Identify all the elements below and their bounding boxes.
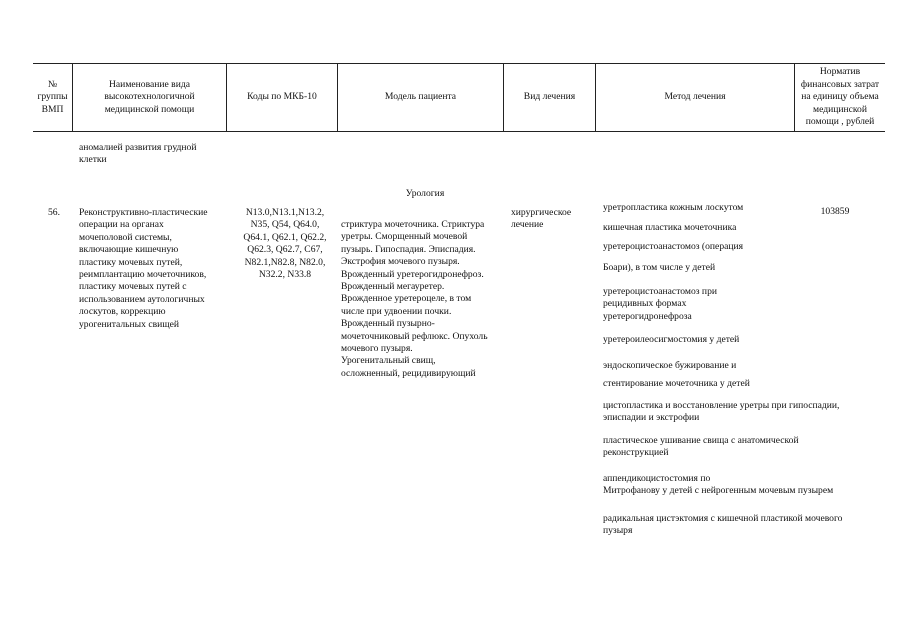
header-icd-codes: Коды по МКБ-10 [227,64,338,131]
row-icd-codes: N13.0,N13.1,N13.2, N35, Q54, Q64.0, Q64.1, Q62.1, Q62.2, Q62.3, Q62.7, C67, N82.1,N82.8, N82.0, N32.2, N33.8 [243,207,327,281]
method-item: кишечная пластика мочеточника [603,222,737,233]
method-item: уретропластика кожным лоскутом [603,202,744,213]
header-care-type-name: Наименование вида высокотехнологичной медицинской помощи [73,64,227,131]
row-cost-norm: 103859 [820,206,850,217]
method-item: уретероилеосигмостомия у детей [603,334,740,345]
continuation-text: аномалией развития грудной клетки [79,142,197,166]
method-item: уретероцистоанастомоз (операция [603,241,744,252]
row-number: 56. [48,207,60,218]
section-title: Урология [405,188,445,199]
method-item: цистопластика и восстановление уретры при гипоспадии, эписпадии и экстрофии [603,400,840,424]
header-group-number: № группы ВМП [33,64,73,131]
header-treatment-method: Метод лечения [596,64,795,131]
method-item: уретероцистоанастомоз при рецидивных формах уретерогидронефроза [603,286,717,322]
method-item: аппендикоцистостомия по Митрофанову у детей с нейрогенным мочевым пузырем [603,473,834,497]
row-care-type-name: Реконструктивно-пластические операции на органах мочеполовой системы, включающие кишечную пластику мочевых путей, реимплантацию мочеточников, пластику мочевых путей с использованием аутологичных лоскутов, коррекцию урогенитальных свищей [79,207,208,330]
row-treatment-type: хирургическое лечение [511,207,572,231]
method-item: стентирование мочеточника у детей [603,378,750,389]
method-item: Боари), в том числе у детей [603,262,716,273]
method-item: пластическое ушивание свища с анатомической реконструкцией [603,435,799,459]
method-item: радикальная цистэктомия с кишечной пластикой мочевого пузыря [603,513,843,537]
header-patient-model: Модель пациента [338,64,504,131]
method-item: эндоскопическое бужирование и [603,360,737,371]
table-header [33,63,885,132]
header-treatment-type: Вид лечения [504,64,596,131]
row-patient-model: стриктура мочеточника. Стриктура уретры. Сморщенный мочевой пузырь. Гипоспадия. Эписпадия. Экстрофия мочевого пузыря. Врожденный уретерогидронефроз. Врожденный мегауретер. Врожденное уретероцеле, в том числе при удвоении почки. Врожденный пузырно- мочеточниковый рефлюкс. Опухоль мочевого пузыря. Урогенитальный свищ, осложненный, рецидивирующий [341,219,488,379]
header-cost-norm: Норматив финансовых затрат на единицу объема медицинской помощи , рублей [800,66,880,128]
